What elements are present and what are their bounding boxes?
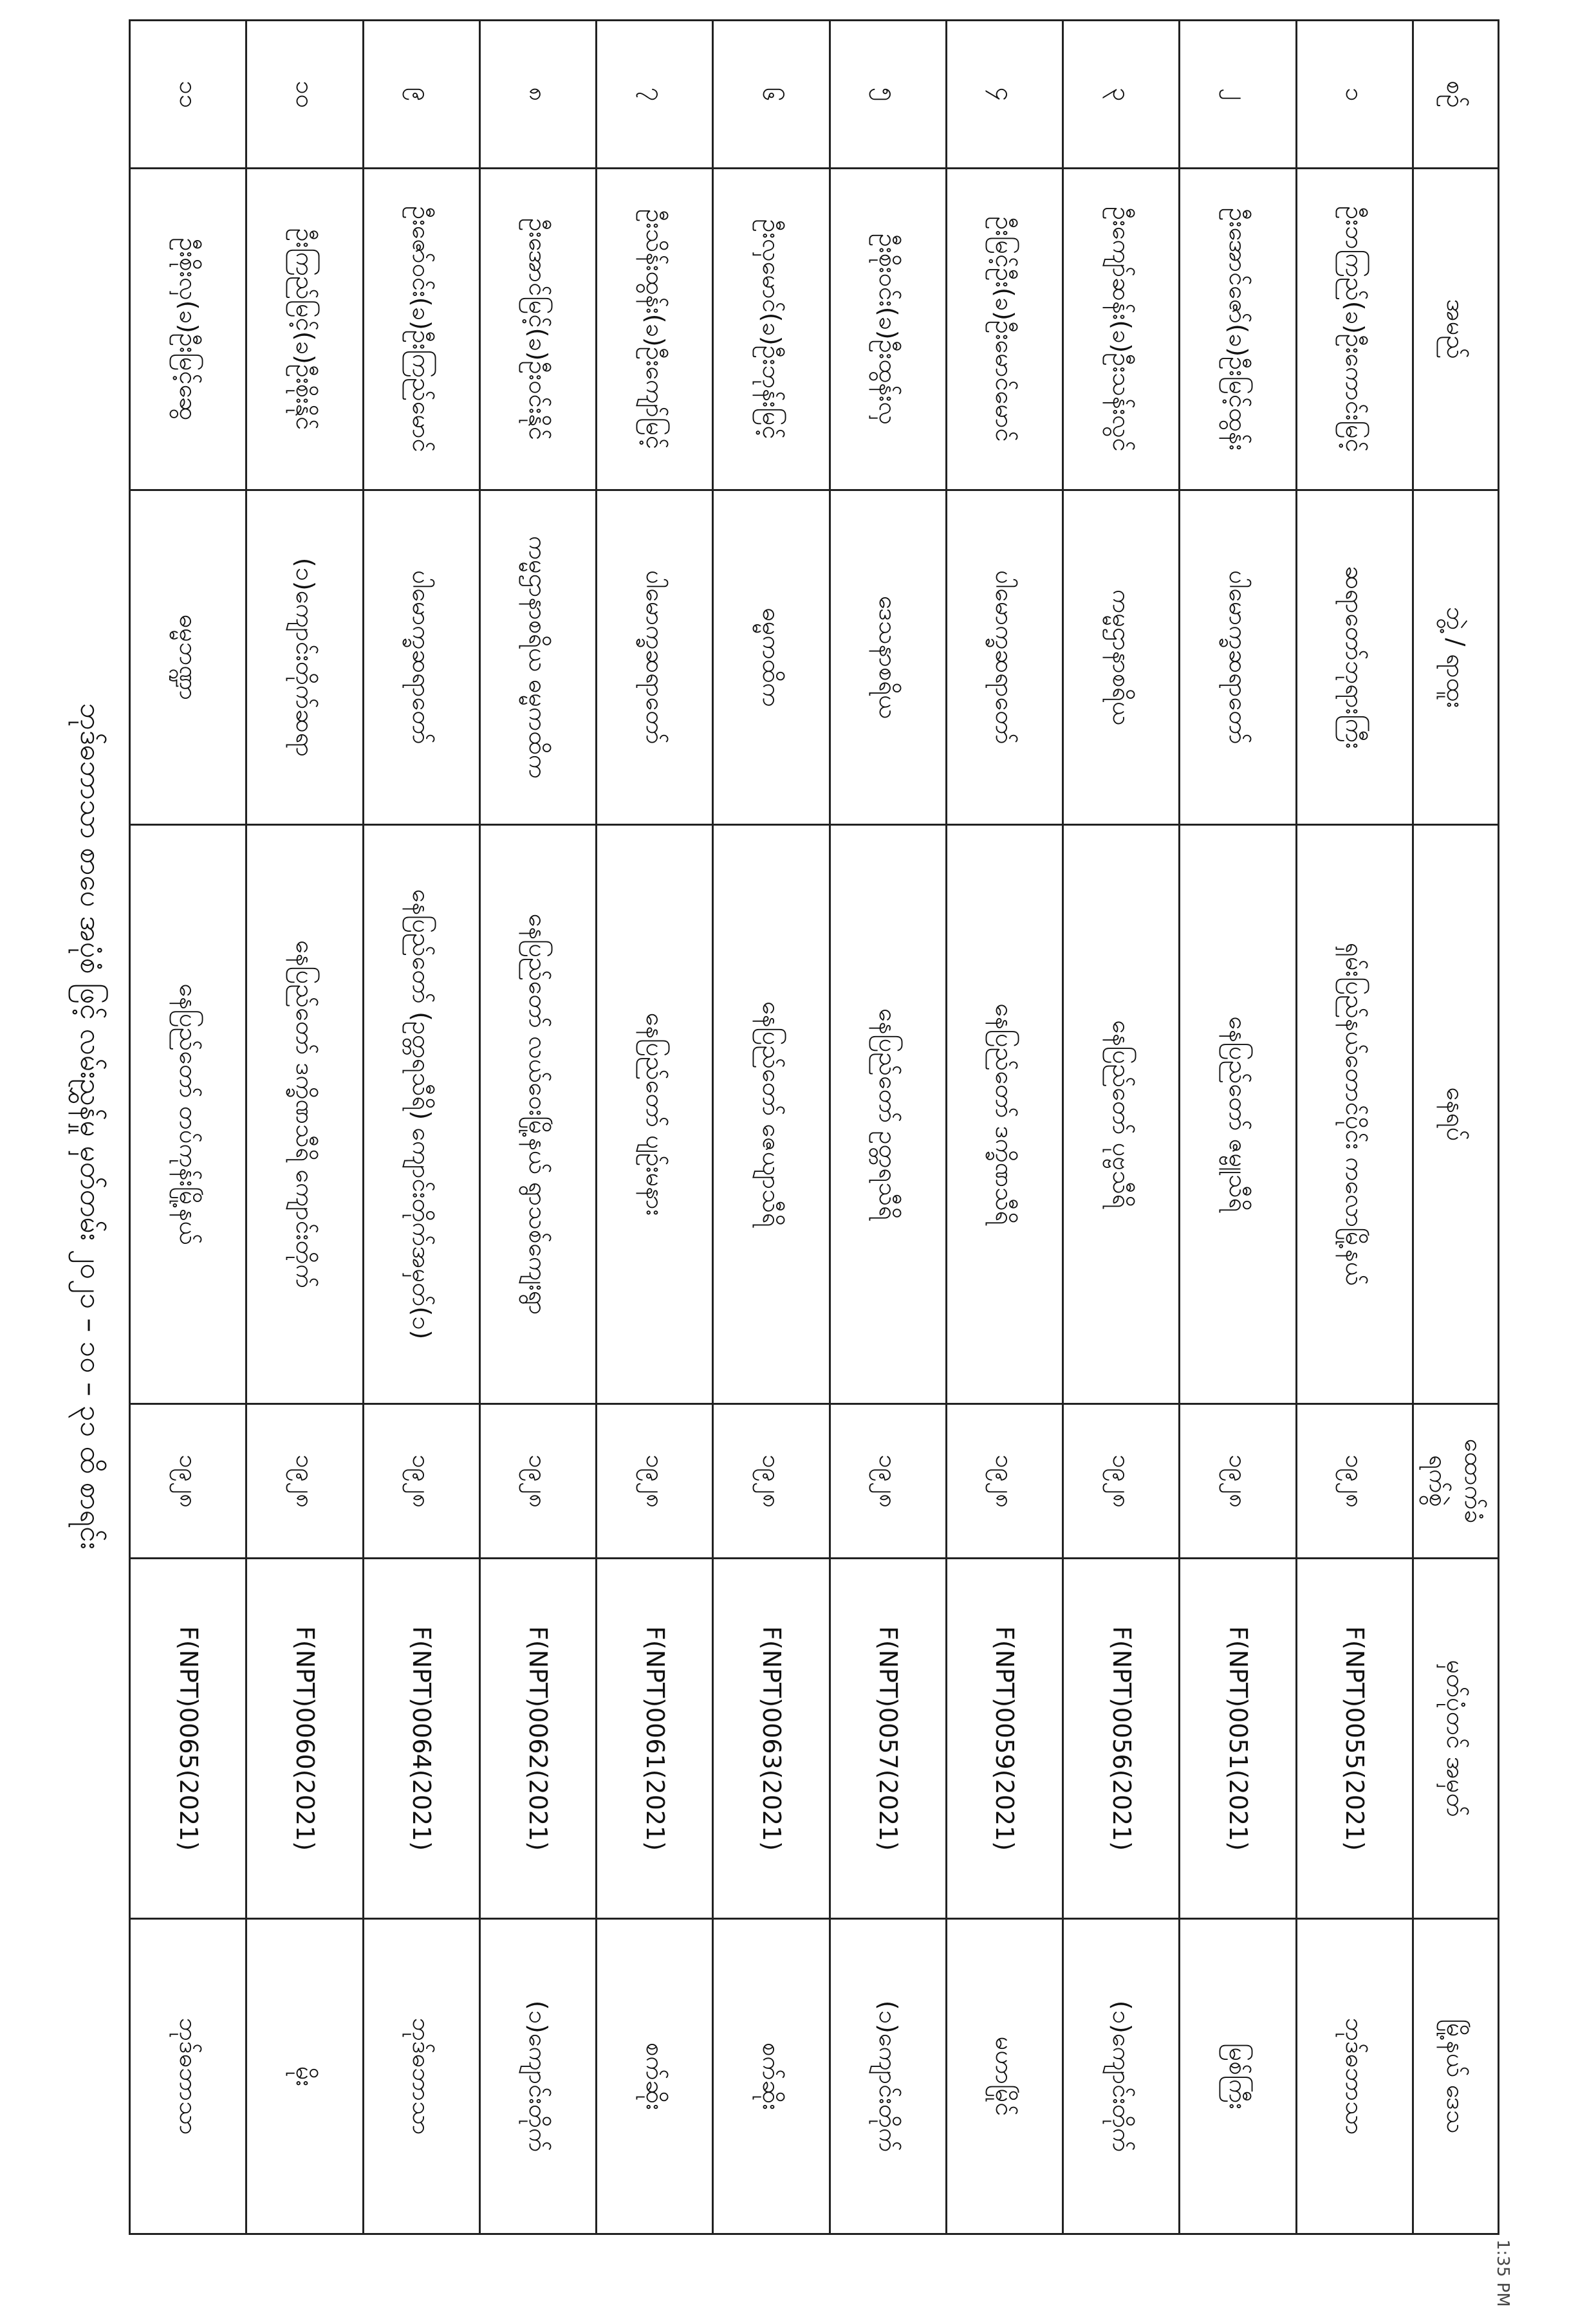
row-name: ဦးအောင်ဇော်(ခ)ဦးမြင့်ထွန်း xyxy=(1180,169,1296,490)
header-title: ဘွဲ့ / ရာထူး xyxy=(1413,490,1498,825)
table-row xyxy=(830,21,946,2234)
row-address: နေပြည်တော် ဒက္ခိဏသီရိ ကျောင်းတိုက် xyxy=(246,825,363,1404)
header-date: ထောက်ခံ ရက်စွဲ xyxy=(1413,1404,1498,1559)
row-date: ၁၉၂၈ xyxy=(479,1404,596,1559)
rotated-document xyxy=(51,19,1499,2233)
row-title: ဒေသနာစရိယ xyxy=(830,490,946,825)
row-name: ဦးဇော်ဝင်း(ခ)ဦးကြည်မောင် xyxy=(363,169,479,490)
row-address: ရှမ်းပြည်နယ်တောင်ပိုင်း ကလောမြို့နယ် xyxy=(1296,825,1413,1404)
row-name: ဦးစိုးဝင်း(ခ)ဦးထွန်းလှ xyxy=(830,169,946,490)
row-address: နေပြည်တော် (ဥတ္တရသီရိ) ကျောင်းတိုက်အမှတ်(၁) xyxy=(363,825,479,1404)
row-no: ၂ xyxy=(1180,21,1296,169)
row-title: ပါမောက္ခဆရာတော် xyxy=(1180,490,1296,825)
table-row xyxy=(1296,21,1413,2234)
row-address: နေပြည်တော် လယ်ဝေးမြို့နယ် ရွာသစ်ကျေးရွာ xyxy=(479,825,596,1404)
row-address: နေပြည်တော် ဥတ္တရသီရိ xyxy=(830,825,946,1404)
row-title: ဆရာတော်ဘုရားကြီး xyxy=(1296,490,1413,825)
document-title: ဘုဒ်ဓဘာသာ စာပေ အပုံစံ ဖြင့် လမ်းညွှန်မှု မှတ်တမ်း ၂၀၂၁ – ၁၀ – ၃၁ ထိ စာရင်း xyxy=(74,703,107,1550)
timestamp: 1:35 PM xyxy=(1493,2239,1512,2307)
row-registration: F(NPT)0063(2021) xyxy=(713,1559,830,1919)
table-row xyxy=(479,21,596,2234)
row-date: ၁၉၂၈ xyxy=(130,1404,246,1559)
row-registration: F(NPT)0065(2021) xyxy=(130,1559,246,1919)
header-registration: မှတ်ပုံတင် အမှတ် xyxy=(1413,1559,1498,1919)
row-date: ၁၉၂၈ xyxy=(946,1404,1062,1559)
row-township: ဘုဒ်ဓဘာသာ xyxy=(363,1919,479,2234)
table-row xyxy=(597,21,713,2234)
row-registration: F(NPT)0061(2021) xyxy=(597,1559,713,1919)
row-date: ၁၉၂၈ xyxy=(1063,1404,1180,1559)
row-registration: F(NPT)0056(2021) xyxy=(1063,1559,1180,1919)
table-row xyxy=(130,21,246,2234)
row-township: (၁)ကျောင်းတိုက် xyxy=(830,1919,946,2234)
row-name: ဦးအောင်မြင့်(ခ)ဦးဝင်းနိုင် xyxy=(479,169,596,490)
header-township: မြို့နယ် ဒေသ xyxy=(1413,1919,1498,2234)
table-row xyxy=(246,21,363,2234)
table-row xyxy=(1180,21,1296,2234)
header-name: အမည် xyxy=(1413,169,1498,490)
row-no: ၁၀ xyxy=(246,21,363,169)
table-header-row xyxy=(1413,21,1498,2234)
row-title: (၁)ကျောင်းတိုက်ဆရာ xyxy=(246,490,363,825)
table-row xyxy=(363,21,479,2234)
row-no: ၃ xyxy=(1063,21,1180,169)
row-title: ဓမ္မကထိက xyxy=(713,490,830,825)
row-name: ဦးကြည်မြင့်(ခ)ဦးစိုးနိုင် xyxy=(246,169,363,490)
row-date: ၁၉၂၈ xyxy=(1180,1404,1296,1559)
row-township: ဘုဒ်ဓဘာသာ xyxy=(130,1919,246,2234)
row-township: စက်ဆိုး xyxy=(597,1919,713,2234)
header-no: စဉ် xyxy=(1413,21,1498,169)
row-address: နေပြည်တော် ပုဗ္ဗသီရိ xyxy=(1063,825,1180,1404)
row-date: ၁၉၂၈ xyxy=(1296,1404,1413,1559)
row-registration: F(NPT)0057(2021) xyxy=(830,1559,946,1919)
row-title: ဓမ္မဘဏ္ဍာ xyxy=(130,490,246,825)
row-registration: F(NPT)0059(2021) xyxy=(946,1559,1062,1919)
row-name: ဦးစိုးလှ(ခ)ဦးမြင့်ဆွေ xyxy=(130,169,246,490)
table-row xyxy=(946,21,1062,2234)
row-name: ဦးသိန်းထွန်း(ခ)ဦးကျော်မြင့် xyxy=(597,169,713,490)
row-registration: F(NPT)0062(2021) xyxy=(479,1559,596,1919)
row-no: ၁ xyxy=(1296,21,1413,169)
row-title: ကမ္မဌာနာစရိယ xyxy=(1063,490,1180,825)
row-no: ၇ xyxy=(597,21,713,169)
row-name: ဦးလှမောင်(ခ)ဦးဘုန်းမြင့် xyxy=(713,169,830,490)
row-no: ၈ xyxy=(479,21,596,169)
row-township: (၁)ကျောင်းတိုက် xyxy=(1063,1919,1180,2234)
row-address: နေပြည်တော် ဒက္ခိဏသီရိ xyxy=(946,825,1062,1404)
row-date: ၁၉၂၈ xyxy=(713,1404,830,1559)
row-registration: F(NPT)0055(2021) xyxy=(1296,1559,1413,1919)
row-address: နေပြည်တော် တပ်ကုန်းမြို့နယ် xyxy=(130,825,246,1404)
row-township: (၁)ကျောင်းတိုက် xyxy=(479,1919,596,2234)
row-registration: F(NPT)0051(2021) xyxy=(1180,1559,1296,1919)
header-address: နေရပ် xyxy=(1413,825,1498,1404)
row-date: ၁၉၂၈ xyxy=(363,1404,479,1559)
row-no: ၉ xyxy=(363,21,479,169)
row-name: ဦးဘကြည်(ခ)ဦးကောင်းမြင့် xyxy=(1296,169,1413,490)
row-township: ဘုဒ်ဓဘာသာ xyxy=(1296,1919,1413,2234)
row-address: နေပြည်တော် ပျဉ်းမနား xyxy=(597,825,713,1404)
row-no: ၆ xyxy=(713,21,830,169)
row-no: ၁၁ xyxy=(130,21,246,169)
table-body xyxy=(130,21,1413,2234)
row-township: မိုး xyxy=(246,1919,363,2234)
table-row xyxy=(1063,21,1180,2234)
row-date: ၁၉၂၈ xyxy=(830,1404,946,1559)
row-date: ၁၉၂၈ xyxy=(246,1404,363,1559)
row-date: ၁၉၂၈ xyxy=(597,1404,713,1559)
row-township: မဟာမြိုင် xyxy=(946,1919,1062,2234)
row-no: ၅ xyxy=(830,21,946,169)
row-title: ပါမောက္ခဆရာတော် xyxy=(363,490,479,825)
row-title: ပါမောက္ခဆရာတော် xyxy=(946,490,1062,825)
row-title: ကမ္မဌာနာစရိယ ဓမ္မကထိက xyxy=(479,490,596,825)
row-address: နေပြည်တော် ဇမ္ဗူသီရိ xyxy=(1180,825,1296,1404)
row-title: ပါမောက္ခဆရာတော် xyxy=(597,490,713,825)
registry-table xyxy=(129,19,1499,2235)
row-registration: F(NPT)0060(2021) xyxy=(246,1559,363,1919)
row-name: ဦးကျော်ဆန်း(ခ)ဦးသန်းလွင် xyxy=(1063,169,1180,490)
row-registration: F(NPT)0064(2021) xyxy=(363,1559,479,1919)
row-address: နေပြည်တော် ဇေယျာသီရိ xyxy=(713,825,830,1404)
row-township: စက်ဆိုး xyxy=(713,1919,830,2234)
row-no: ၄ xyxy=(946,21,1062,169)
row-name: ဦးမြင့်ဦး(ခ)ဦးမောင်မောင် xyxy=(946,169,1062,490)
row-township: မြစ်ကြီး xyxy=(1180,1919,1296,2234)
table-row xyxy=(713,21,830,2234)
